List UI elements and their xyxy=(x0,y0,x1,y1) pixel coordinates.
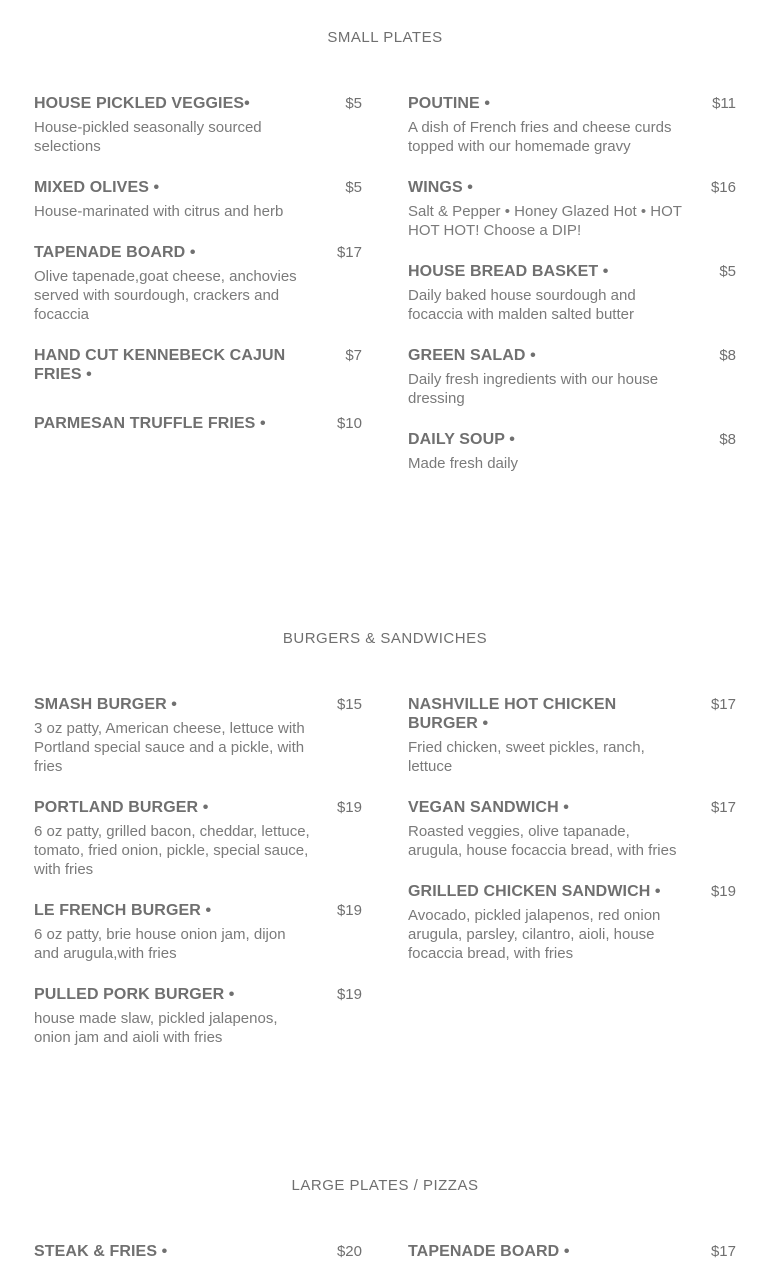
item-description: house made slaw, pickled jalapenos, onion jam and aioli with fries xyxy=(34,1010,278,1046)
item-price: $16 xyxy=(710,179,736,196)
menu-item xyxy=(408,798,736,860)
item-description: House-marinated with citrus and herb xyxy=(34,203,284,220)
item-description: Daily baked house sourdough and focaccia with malden salted butter xyxy=(408,287,636,323)
item-description: Olive tapenade,goat cheese, anchovies served with sourdough, crackers and focaccia xyxy=(34,268,297,323)
item-description: 6 oz patty, brie house onion jam, dijon and arugula,with fries xyxy=(34,926,286,962)
item-name: PARMESAN TRUFFLE FRIES • xyxy=(34,415,266,432)
menu-item xyxy=(408,94,736,156)
item-price: $19 xyxy=(336,799,362,816)
menu-item xyxy=(34,695,362,776)
item-name: MIXED OLIVES • xyxy=(34,179,160,196)
item-price: $11 xyxy=(712,95,736,112)
item-name: SMASH BURGER • xyxy=(34,696,178,713)
menu-item xyxy=(408,178,736,240)
menu-item xyxy=(34,798,362,879)
item-price: $5 xyxy=(345,95,362,112)
menu-item xyxy=(34,985,362,1047)
item-price: $19 xyxy=(336,986,362,1003)
menu-item xyxy=(408,1242,736,1261)
item-description: 3 oz patty, American cheese, lettuce with Portland special sauce and a pickle, with fries xyxy=(34,720,305,775)
item-price: $17 xyxy=(710,1243,736,1260)
section-title-burgers-sandwiches: BURGERS & SANDWICHES xyxy=(282,630,488,647)
item-name: TAPENADE BOARD • xyxy=(34,244,196,261)
item-name: LE FRENCH BURGER • xyxy=(34,902,212,919)
menu-item xyxy=(408,882,736,963)
item-name: NASHVILLE HOT CHICKEN BURGER • xyxy=(408,696,617,732)
item-name: TAPENADE BOARD • xyxy=(408,1243,570,1260)
item-name: VEGAN SANDWICH • xyxy=(408,799,569,816)
item-name: STEAK & FRIES • xyxy=(34,1243,168,1260)
item-description: Salt & Pepper • Honey Glazed Hot • HOT HOT HOT! Choose a DIP! xyxy=(408,203,682,239)
item-price: $5 xyxy=(345,179,362,196)
item-price: $17 xyxy=(336,244,362,261)
menu-item xyxy=(34,243,362,324)
menu-item xyxy=(34,94,362,156)
item-description: Daily fresh ingredients with our house dressing xyxy=(408,371,659,407)
section-title-large-plates-pizzas: LARGE PLATES / PIZZAS xyxy=(291,1177,479,1194)
item-description: House-pickled seasonally sourced selections xyxy=(34,119,262,155)
item-price: $8 xyxy=(719,431,736,448)
item-price: $15 xyxy=(336,696,362,713)
large-plates-right-column xyxy=(408,1242,736,1283)
item-description: A dish of French fries and cheese curds topped with our homemade gravy xyxy=(408,119,672,155)
item-name: PULLED PORK BURGER • xyxy=(34,986,235,1003)
menu-item xyxy=(408,430,736,473)
menu-item xyxy=(34,901,362,963)
item-name: HOUSE BREAD BASKET • xyxy=(408,263,609,280)
menu-item xyxy=(408,695,736,776)
item-description: Fried chicken, sweet pickles, ranch, lettuce xyxy=(408,739,645,775)
menu-item xyxy=(34,414,362,433)
menu-item xyxy=(408,262,736,324)
burgers-left-column xyxy=(34,695,362,1069)
item-name: POUTINE • xyxy=(408,95,491,112)
item-price: $7 xyxy=(345,347,362,364)
item-name: PORTLAND BURGER • xyxy=(34,799,209,816)
item-description: Made fresh daily xyxy=(408,455,519,472)
item-name: GRILLED CHICKEN SANDWICH • xyxy=(408,883,661,900)
item-name: HOUSE PICKLED VEGGIES• xyxy=(34,95,250,112)
item-price: $19 xyxy=(336,902,362,919)
item-description: 6 oz patty, grilled bacon, cheddar, lettuce, tomato, fried onion, pickle, special sauce, with fries xyxy=(34,823,310,878)
menu-item xyxy=(34,1242,362,1261)
small-plates-left-column xyxy=(34,94,362,455)
item-price: $17 xyxy=(710,696,736,713)
menu-item xyxy=(34,178,362,221)
item-name: HAND CUT KENNEBECK CAJUN FRIES • xyxy=(34,347,286,383)
large-plates-left-column xyxy=(34,1242,362,1283)
item-price: $17 xyxy=(710,799,736,816)
item-price: $19 xyxy=(710,883,736,900)
menu-item xyxy=(408,346,736,408)
burgers-right-column xyxy=(408,695,736,985)
item-price: $5 xyxy=(719,263,736,280)
item-price: $20 xyxy=(336,1243,362,1260)
item-price: $10 xyxy=(336,415,362,432)
item-name: GREEN SALAD • xyxy=(408,347,536,364)
item-name: DAILY SOUP • xyxy=(408,431,515,448)
menu-item xyxy=(34,346,362,384)
item-name: WINGS • xyxy=(408,179,473,196)
small-plates-right-column xyxy=(408,94,736,495)
item-price: $8 xyxy=(719,347,736,364)
section-title-small-plates: SMALL PLATES xyxy=(327,29,443,46)
item-description: Avocado, pickled jalapenos, red onion arugula, parsley, cilantro, aioli, house focaccia bread, with fries xyxy=(408,907,661,962)
item-description: Roasted veggies, olive tapanade, arugula, house focaccia bread, with fries xyxy=(408,823,677,859)
